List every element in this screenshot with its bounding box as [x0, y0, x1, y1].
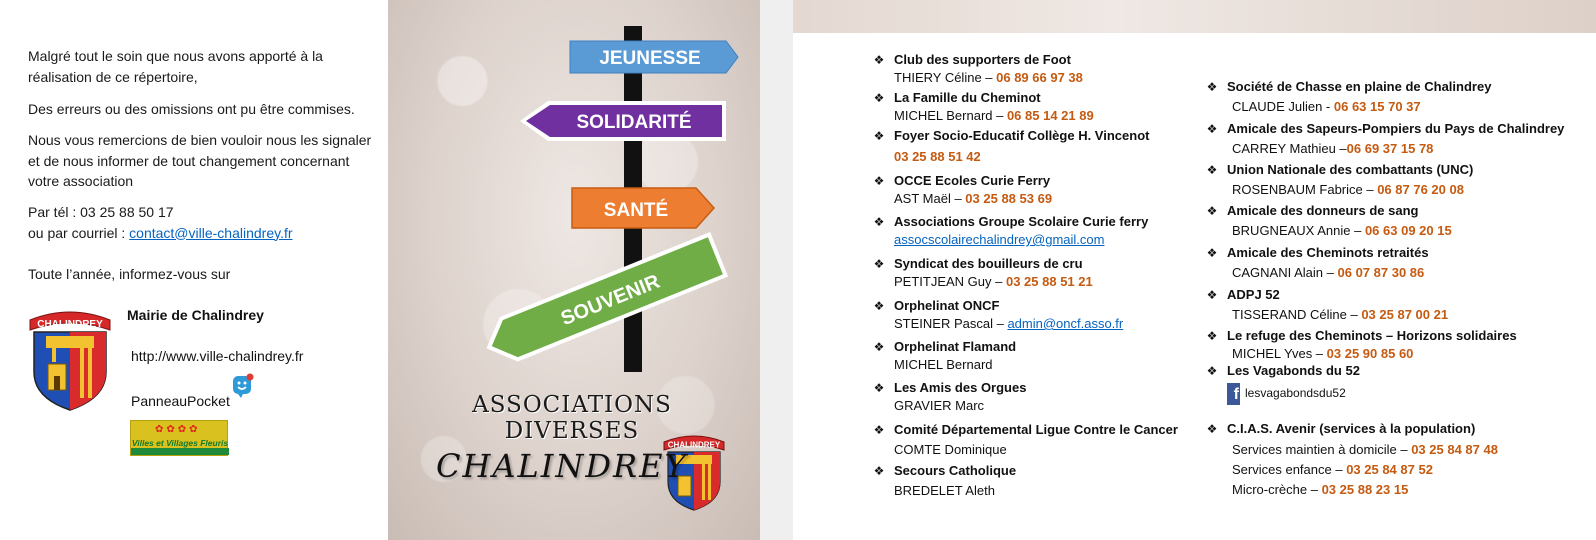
diamond-bullet-icon: ❖ [873, 464, 885, 478]
association-name: Orphelinat Flamand [894, 339, 1017, 354]
association-name: Comité Départemental Ligue Contre le Cancer [894, 422, 1178, 437]
phone-number: 03 25 87 00 21 [1361, 307, 1449, 322]
service-line [1227, 461, 1498, 479]
diamond-bullet-icon: ❖ [873, 129, 885, 143]
diamond-bullet-icon: ❖ [1206, 246, 1218, 260]
association-name: Syndicat des bouilleurs de cru [894, 256, 1083, 271]
right-page [793, 0, 1596, 540]
text-line: Malgré tout le soin que nous avons apporté à la [28, 48, 323, 64]
sign-sante-label: SANTÉ [603, 200, 669, 221]
association-name: La Famille du Cheminot [894, 90, 1041, 105]
phone-number: 06 85 14 21 89 [1006, 108, 1094, 123]
facebook-handle[interactable]: lesvagabondsdu52 [1245, 386, 1346, 400]
contact-line [1227, 306, 1448, 324]
phone-number: 03 25 88 23 15 [1321, 482, 1409, 497]
mairie-website-link[interactable]: http://www.ville-chalindrey.fr [131, 348, 304, 364]
service-label: Services maintien à domicile – [1232, 442, 1412, 457]
diamond-bullet-icon: ❖ [1206, 80, 1218, 94]
phone-number: 06 69 37 15 78 [1346, 141, 1434, 156]
contact-name: CARREY Mathieu – [1232, 141, 1347, 156]
diamond-bullet-icon: ❖ [873, 215, 885, 229]
cover-city: CHALINDREY [436, 447, 688, 485]
contact-line [1227, 345, 1517, 363]
contact-line [894, 190, 1052, 208]
diamond-bullet-icon: ❖ [873, 381, 885, 395]
association-name: Amicale des Sapeurs-Pompiers du Pays de Chalindrey [1227, 121, 1565, 136]
email-prefix: ou par courriel : [28, 224, 130, 241]
association-name: Amicale des Cheminots retraités [1227, 245, 1429, 260]
contact-name: CAGNANI Alain – [1232, 265, 1338, 280]
svg-text:CHALINDREY: CHALINDREY [37, 319, 103, 330]
list-item [873, 89, 1094, 125]
list-item [1206, 420, 1498, 499]
contact-name: THIERY Céline – [894, 70, 997, 85]
info-line: Toute l’année, informez-vous sur [28, 266, 231, 282]
contact-name: STEINER Pascal – [894, 316, 1008, 331]
diamond-bullet-icon: ❖ [1206, 288, 1218, 302]
phone-line: Par tél : 03 25 88 50 17 [28, 204, 174, 220]
facebook-icon[interactable]: f [1227, 383, 1240, 405]
association-name: Foyer Socio-Educatif Collège H. Vincenot [894, 128, 1150, 143]
sign-jeunesse-label: JEUNESSE [599, 48, 701, 69]
association-name: Club des supporters de Foot [894, 52, 1071, 67]
contact-name: CLAUDE Julien - [1232, 99, 1334, 114]
list-item [1206, 286, 1449, 324]
phone-number: 06 89 66 97 38 [996, 70, 1083, 85]
phone-number: 03 25 90 85 60 [1326, 346, 1414, 361]
phone-number: 03 25 88 51 21 [1005, 274, 1093, 289]
association-name: Le refuge des Cheminots – Horizons solidaires [1227, 328, 1517, 343]
sign-solidarite-label: SOLIDARITÉ [576, 112, 692, 133]
diamond-bullet-icon: ❖ [1206, 163, 1218, 177]
email-link[interactable]: assocscolairechalindrey@gmail.com [894, 232, 1105, 247]
service-line [1227, 441, 1498, 459]
association-name: OCCE Ecoles Curie Ferry [894, 173, 1051, 188]
svg-text:CHALINDREY: CHALINDREY [667, 440, 721, 450]
contact-line [894, 69, 1083, 87]
association-name: Société de Chasse en plaine de Chalindrey [1227, 79, 1492, 94]
diamond-bullet-icon: ❖ [873, 340, 885, 354]
email-link[interactable]: admin@oncf.asso.fr [1007, 316, 1124, 331]
diamond-bullet-icon: ❖ [873, 53, 885, 67]
list-item [1206, 161, 1474, 199]
page-gap [760, 0, 793, 540]
list-item [1206, 327, 1517, 363]
list-item [873, 51, 1083, 87]
contact-line [894, 148, 1149, 166]
contact-name: MICHEL Bernard [894, 357, 993, 372]
contact-name: AST Maël – [894, 191, 966, 206]
panneaupocket-label: PanneauPocket [131, 393, 230, 409]
chalindrey-crest-logo [26, 306, 114, 412]
diamond-bullet-icon: ❖ [1206, 422, 1218, 436]
badge-text: Villes et Villages Fleuris [131, 438, 229, 448]
list-item [873, 379, 1027, 415]
sign-souvenir [481, 235, 726, 368]
diamond-bullet-icon: ❖ [873, 91, 885, 105]
phone-number: 03 25 84 87 48 [1411, 442, 1498, 457]
facebook-line [1227, 383, 1360, 405]
diamond-bullet-icon: ❖ [873, 257, 885, 271]
phone-number: 06 07 87 30 86 [1337, 265, 1425, 280]
contact-name: BRUGNEAUX Annie – [1232, 223, 1365, 238]
list-item [1206, 362, 1360, 405]
association-name: Amicale des donneurs de sang [1227, 203, 1419, 218]
list-item [873, 297, 1124, 333]
association-name: Les Vagabonds du 52 [1227, 363, 1360, 378]
thanks-paragraph [28, 130, 371, 192]
phone-number: 06 87 76 20 08 [1377, 182, 1464, 197]
list-item [873, 172, 1053, 208]
mairie-title: Mairie de Chalindrey [127, 307, 264, 323]
phone-number: 03 25 88 51 42 [894, 149, 981, 164]
phone-number: 03 25 88 53 69 [965, 191, 1053, 206]
association-name: ADPJ 52 [1227, 287, 1280, 302]
diamond-bullet-icon: ❖ [873, 299, 885, 313]
service-label: Micro-crèche – [1232, 482, 1322, 497]
list-item [1206, 202, 1452, 240]
contact-line [1227, 264, 1429, 282]
diamond-bullet-icon: ❖ [1206, 204, 1218, 218]
list-item [873, 213, 1149, 249]
contact-name: MICHEL Bernard – [894, 108, 1007, 123]
list-item [1206, 120, 1565, 158]
diamond-bullet-icon: ❖ [873, 423, 885, 437]
panneaupocket-icon[interactable] [232, 373, 254, 399]
phone-number: 06 63 09 20 15 [1364, 223, 1452, 238]
errors-paragraph: Des erreurs ou des omissions ont pu être commises. [28, 101, 355, 117]
contact-name: ROSENBAUM Fabrice – [1232, 182, 1378, 197]
phone-number: 06 63 15 70 37 [1333, 99, 1421, 114]
contact-line [1227, 140, 1564, 158]
list-item [873, 421, 1178, 459]
badge-band [131, 448, 229, 455]
list-item [873, 127, 1150, 166]
contact-line [894, 107, 1094, 125]
phone-number: 03 25 84 87 52 [1346, 462, 1433, 477]
association-name: Les Amis des Orgues [894, 380, 1027, 395]
contact-line [894, 315, 1123, 333]
contact-email-link[interactable]: contact@ville-chalindrey.fr [129, 224, 293, 241]
contact-line [1227, 181, 1473, 199]
contact-name: TISSERAND Céline – [1232, 307, 1362, 322]
contact-line [1227, 222, 1452, 240]
flowers-icon: ✿✿✿✿ [155, 424, 201, 435]
list-item [873, 338, 1017, 374]
contact-line [894, 273, 1093, 291]
list-item [873, 255, 1093, 291]
contact-name: PETITJEAN Guy – [894, 274, 1006, 289]
list-item [1206, 78, 1492, 116]
text-line: Nous vous remercions de bien vouloir nous les signaler [28, 132, 372, 148]
diamond-bullet-icon: ❖ [873, 174, 885, 188]
contact-name: COMTE Dominique [894, 442, 1007, 457]
text-line: votre association [28, 173, 134, 189]
cover-title: ASSOCIATIONS DIVERSES [472, 392, 672, 444]
association-name: C.I.A.S. Avenir (services à la population) [1227, 421, 1476, 436]
email-line [28, 223, 293, 244]
association-name: Secours Catholique [894, 463, 1017, 478]
text-line: et de nous informer de tout changement concernant [28, 152, 350, 169]
association-name: Associations Groupe Scolaire Curie ferry [894, 214, 1149, 229]
diamond-bullet-icon: ❖ [1206, 364, 1218, 378]
left-page [0, 0, 388, 540]
text-line: réalisation de ce répertoire, [28, 68, 198, 85]
diamond-bullet-icon: ❖ [1206, 122, 1218, 136]
sign-souvenir-label: SOUVENIR [557, 270, 664, 331]
diamond-bullet-icon: ❖ [1206, 329, 1218, 343]
villes-villages-fleuris-badge [130, 420, 228, 456]
association-name: Union Nationale des combattants (UNC) [1227, 162, 1474, 177]
contact-name: BREDELET Aleth [894, 483, 995, 498]
header-band [793, 0, 1596, 33]
service-line [1227, 481, 1498, 499]
association-name: Orphelinat ONCF [894, 298, 1000, 313]
list-item [873, 462, 1017, 500]
contact-block [28, 202, 293, 243]
cover-panel [388, 0, 760, 540]
contact-line [894, 231, 1148, 249]
intro-paragraph [28, 46, 323, 87]
contact-line [1227, 98, 1491, 116]
contact-name: GRAVIER Marc [894, 398, 985, 413]
contact-name: MICHEL Yves – [1232, 346, 1327, 361]
list-item [1206, 244, 1429, 282]
service-label: Services enfance – [1232, 462, 1347, 477]
